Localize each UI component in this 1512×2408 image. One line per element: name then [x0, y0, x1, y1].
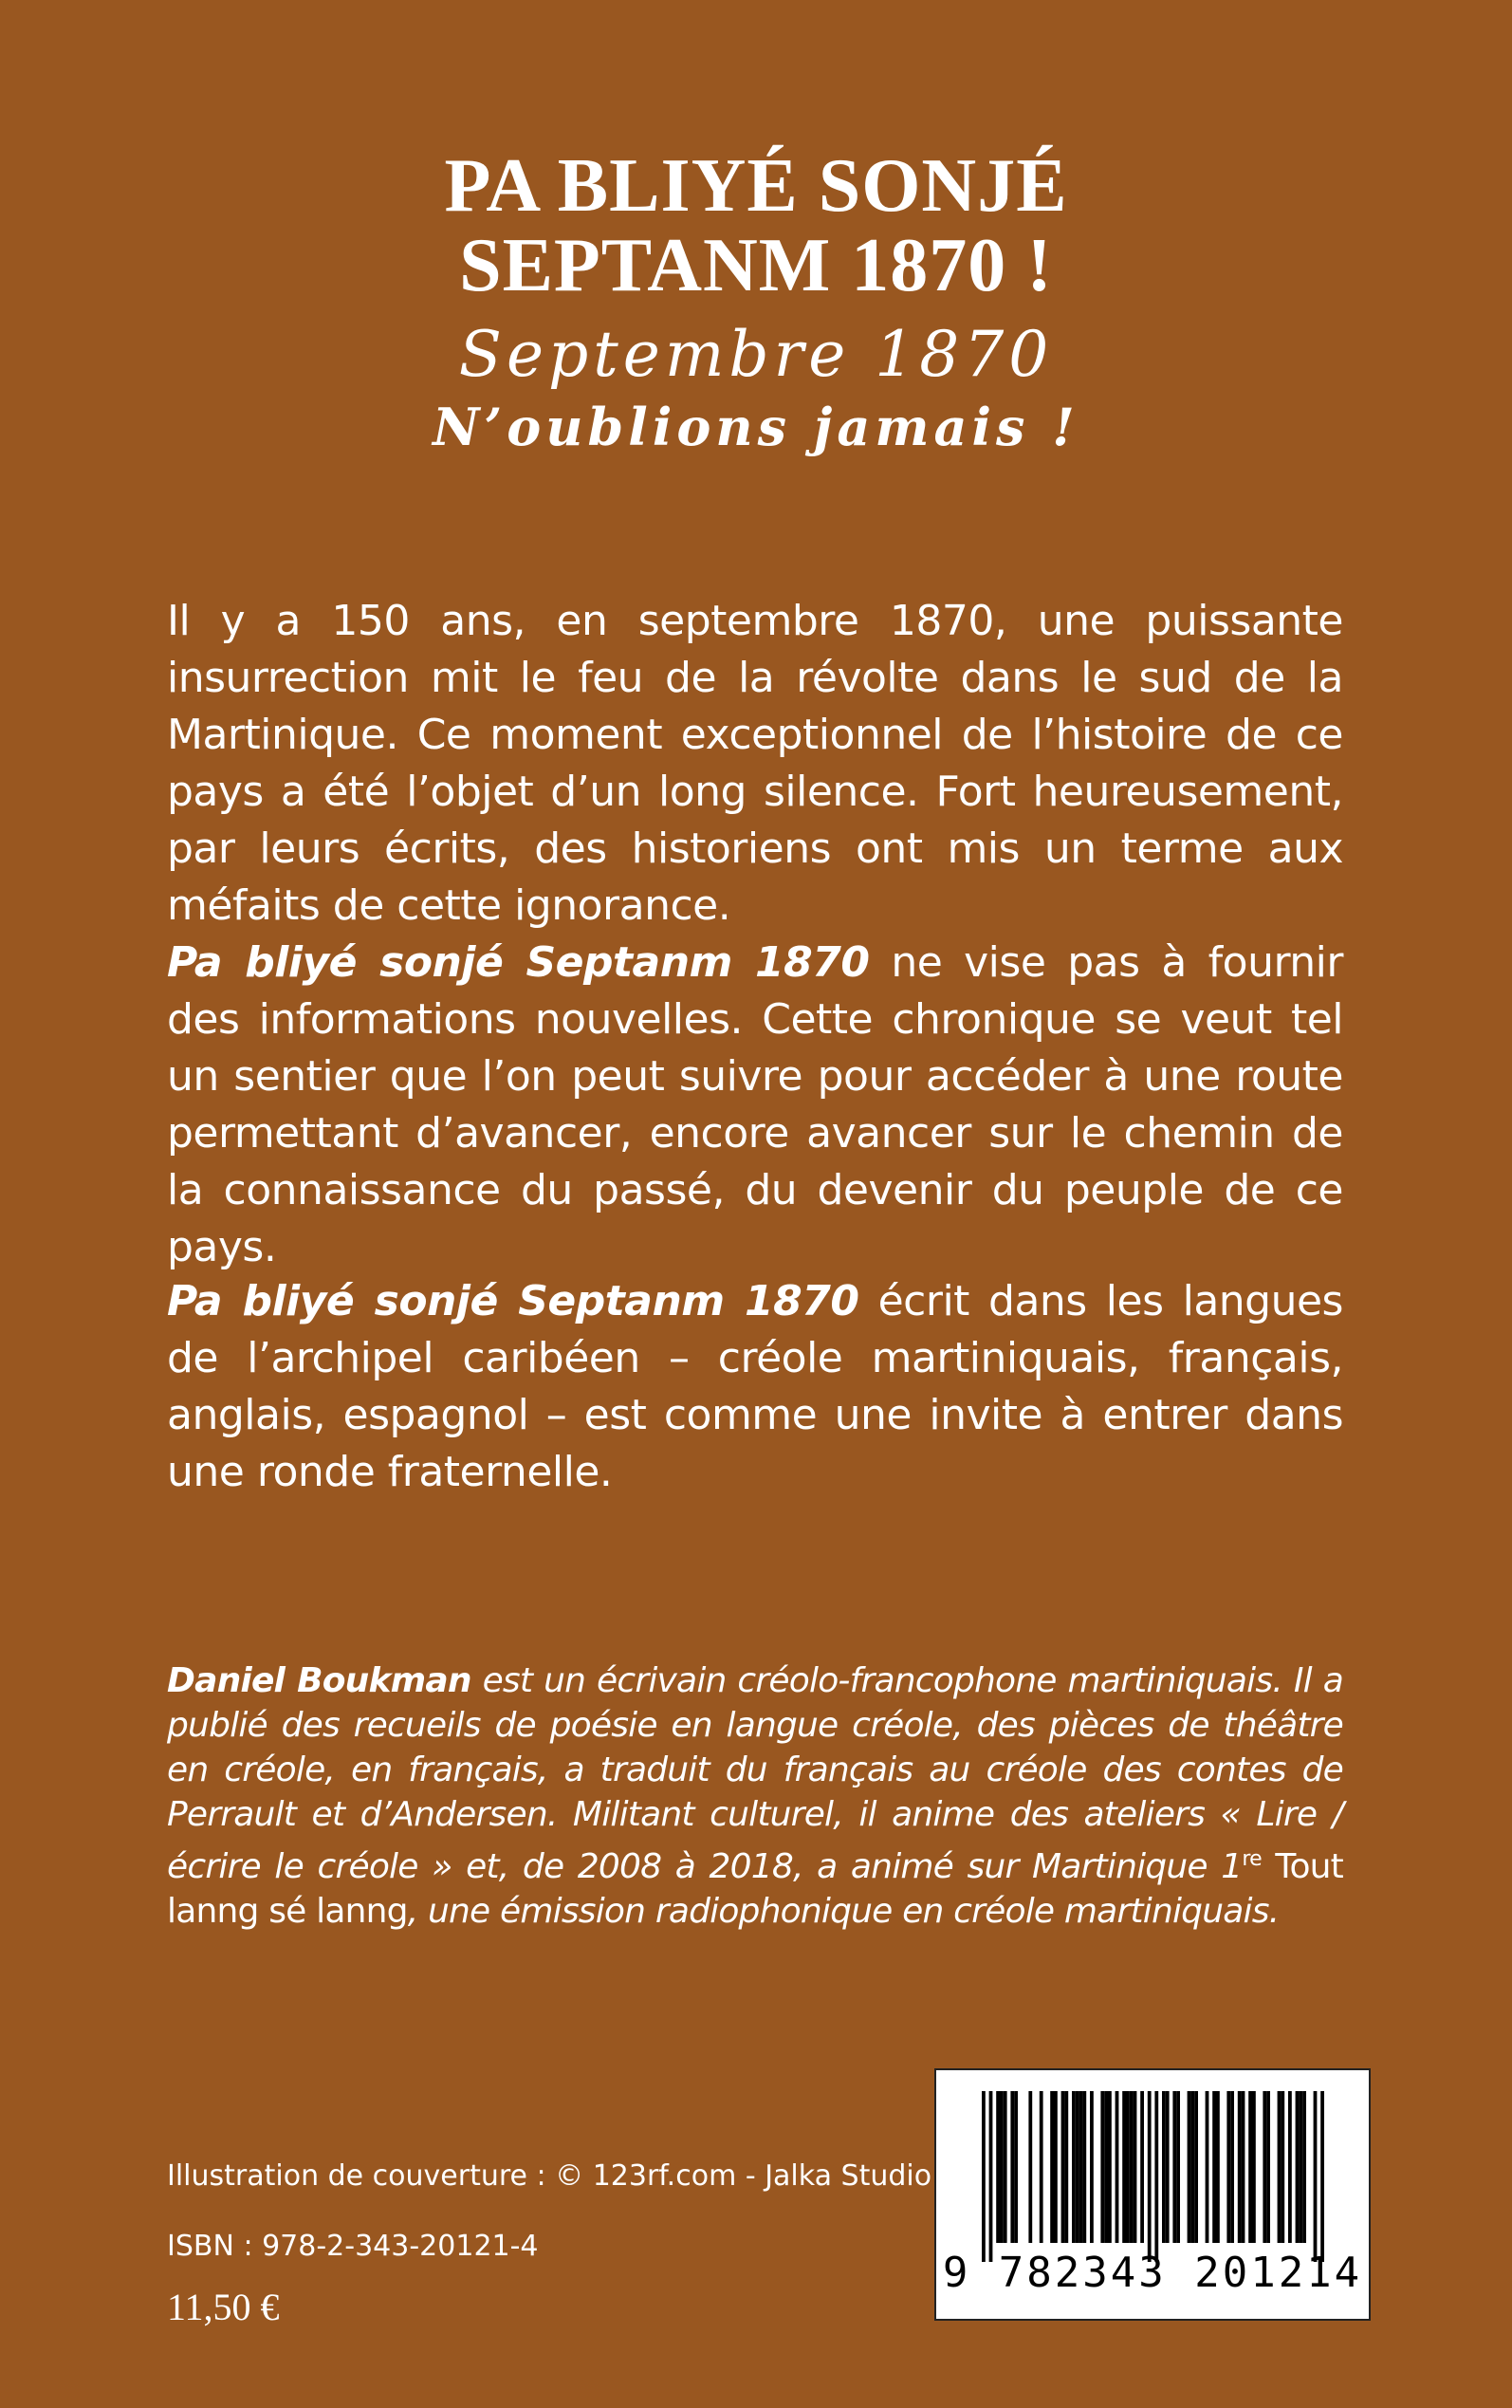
author-bio-text-end: , une émission radiophonique en créole martiniquais. [407, 1892, 1280, 1931]
barcode-bar [1230, 2091, 1234, 2243]
barcode-bar [1054, 2091, 1058, 2243]
barcode-bar [1299, 2091, 1302, 2243]
blurb-paragraph-3 [167, 1273, 1343, 1501]
barcode-bar [1216, 2091, 1220, 2243]
barcode-bar [1166, 2091, 1170, 2243]
barcode-bar [1061, 2091, 1065, 2243]
author-bio [167, 1658, 1343, 1934]
barcode-bar [1154, 2091, 1158, 2262]
barcode-bar [1028, 2091, 1032, 2243]
barcode [934, 2068, 1371, 2321]
barcode-bar [1104, 2091, 1108, 2243]
barcode-bar [1140, 2091, 1144, 2243]
barcode-bar [1188, 2091, 1191, 2243]
barcode-bar [1082, 2091, 1086, 2243]
blurb-paragraph-3-text: écrit dans les langues de l’archipel caribéen – créole martiniquais, français, anglais, espagnol – est comme une invite à entrer dans une ronde fraternelle. [167, 1277, 1343, 1496]
barcode-bar [1172, 2091, 1176, 2243]
subtitle-line-1: Septembre 1870 [458, 318, 1054, 391]
barcode-bar [1263, 2091, 1266, 2243]
title-line-2: SEPTANM 1870 ! [459, 224, 1053, 307]
barcode-bar [1108, 2091, 1112, 2243]
barcode-bar [1212, 2091, 1216, 2243]
barcode-bar [1004, 2091, 1007, 2243]
barcode-bar [1148, 2091, 1152, 2262]
barcode-bar [1252, 2091, 1256, 2243]
blurb-paragraph-1: Il y a 150 ans, en septembre 1870, une puissante insurrection mit le feu de la révolte dans le sud de la Martinique. Ce moment exceptionnel de l’histoire de ce pays a été l’objet d’un long silence. Fort heureusement, par leurs écrits, des historiens ont mis un terme aux méfaits de cette ignorance. [167, 597, 1343, 930]
blurb-paragraph-2-text: ne vise pas à fournir des informations nouvelles. Cette chronique se veut tel un sentier que l’on peut suivre pour accéder à une route permettant d’avancer, encore avancer sur le chemin de la connaissance du passé, du devenir du peuple de ce pays. [167, 938, 1343, 1271]
barcode-bar [1314, 2091, 1318, 2262]
barcode-bar [1288, 2091, 1292, 2243]
barcode-bar [1266, 2091, 1270, 2243]
barcode-bar [1242, 2091, 1245, 2243]
barcode-bar [982, 2091, 986, 2262]
barcode-bar [1302, 2091, 1306, 2243]
barcode-bar [1238, 2091, 1242, 2243]
barcode-bar [1122, 2091, 1126, 2243]
barcode-bar [1064, 2091, 1068, 2243]
barcode-bar [1116, 2091, 1119, 2243]
barcode-bar [1014, 2091, 1018, 2243]
barcode-bar [1248, 2091, 1252, 2243]
barcode-bar [1000, 2091, 1004, 2243]
barcode-digits: 9 782343 201214 [942, 2249, 1363, 2297]
subtitle-line-2: N’oublions jamais ! [433, 397, 1079, 457]
barcode-bar [1050, 2091, 1054, 2243]
barcode-bar [1134, 2091, 1137, 2243]
barcode-bar [1130, 2091, 1134, 2243]
barcode-bar [1162, 2091, 1166, 2243]
author-name: Daniel Boukman [167, 1661, 471, 1700]
barcode-bar [1072, 2091, 1076, 2243]
superscript-re: re [1242, 1847, 1262, 1871]
barcode-bar [1296, 2091, 1300, 2243]
barcode-bar [1226, 2091, 1230, 2243]
barcode-bar [1010, 2091, 1014, 2243]
barcode-bar [1206, 2091, 1209, 2243]
barcode-bar [1126, 2091, 1130, 2243]
author-bio-text: est un écrivain créolo-francophone martiniquais. Il a publié des recueils de poésie en langue créole, des pièces de théâtre en créole, en français, a traduit du français au créole des contes de Perrault et d’Andersen. Militant culturel, il anime des ateliers « Lire / écrire le créole » et, de 2008 à 2018, a animé sur Martinique 1 [167, 1661, 1343, 1886]
barcode-bar [989, 2091, 993, 2262]
barcode-bar [1176, 2091, 1180, 2243]
barcode-bar [1079, 2091, 1083, 2243]
title-line-1: PA BLIYÉ SONJÉ [444, 144, 1068, 228]
blurb-paragraph-2 [167, 935, 1343, 1276]
barcode-bar [1040, 2091, 1043, 2243]
barcode-bar [1281, 2091, 1284, 2243]
cover-illustration-credit: Illustration de couverture : © 123rf.com - Jalka Studio [167, 2159, 932, 2193]
price: 11,50 € [167, 2286, 280, 2328]
barcode-bar [1076, 2091, 1079, 2243]
barcode-bar [1278, 2091, 1282, 2243]
barcode-bar [996, 2091, 1000, 2243]
barcode-bar [1100, 2091, 1104, 2243]
barcode-bar [1090, 2091, 1094, 2243]
barcode-bar [1320, 2091, 1324, 2262]
radio-show-title: Tout lanng sé lanng [167, 1847, 1343, 1931]
isbn: ISBN : 978-2-343-20121-4 [167, 2230, 539, 2263]
book-title-inline: Pa bliyé sonjé Septanm 1870 [167, 938, 870, 987]
barcode-bar [1190, 2091, 1194, 2243]
barcode-bar [1194, 2091, 1198, 2243]
book-title-inline: Pa bliyé sonjé Septanm 1870 [167, 1277, 859, 1325]
